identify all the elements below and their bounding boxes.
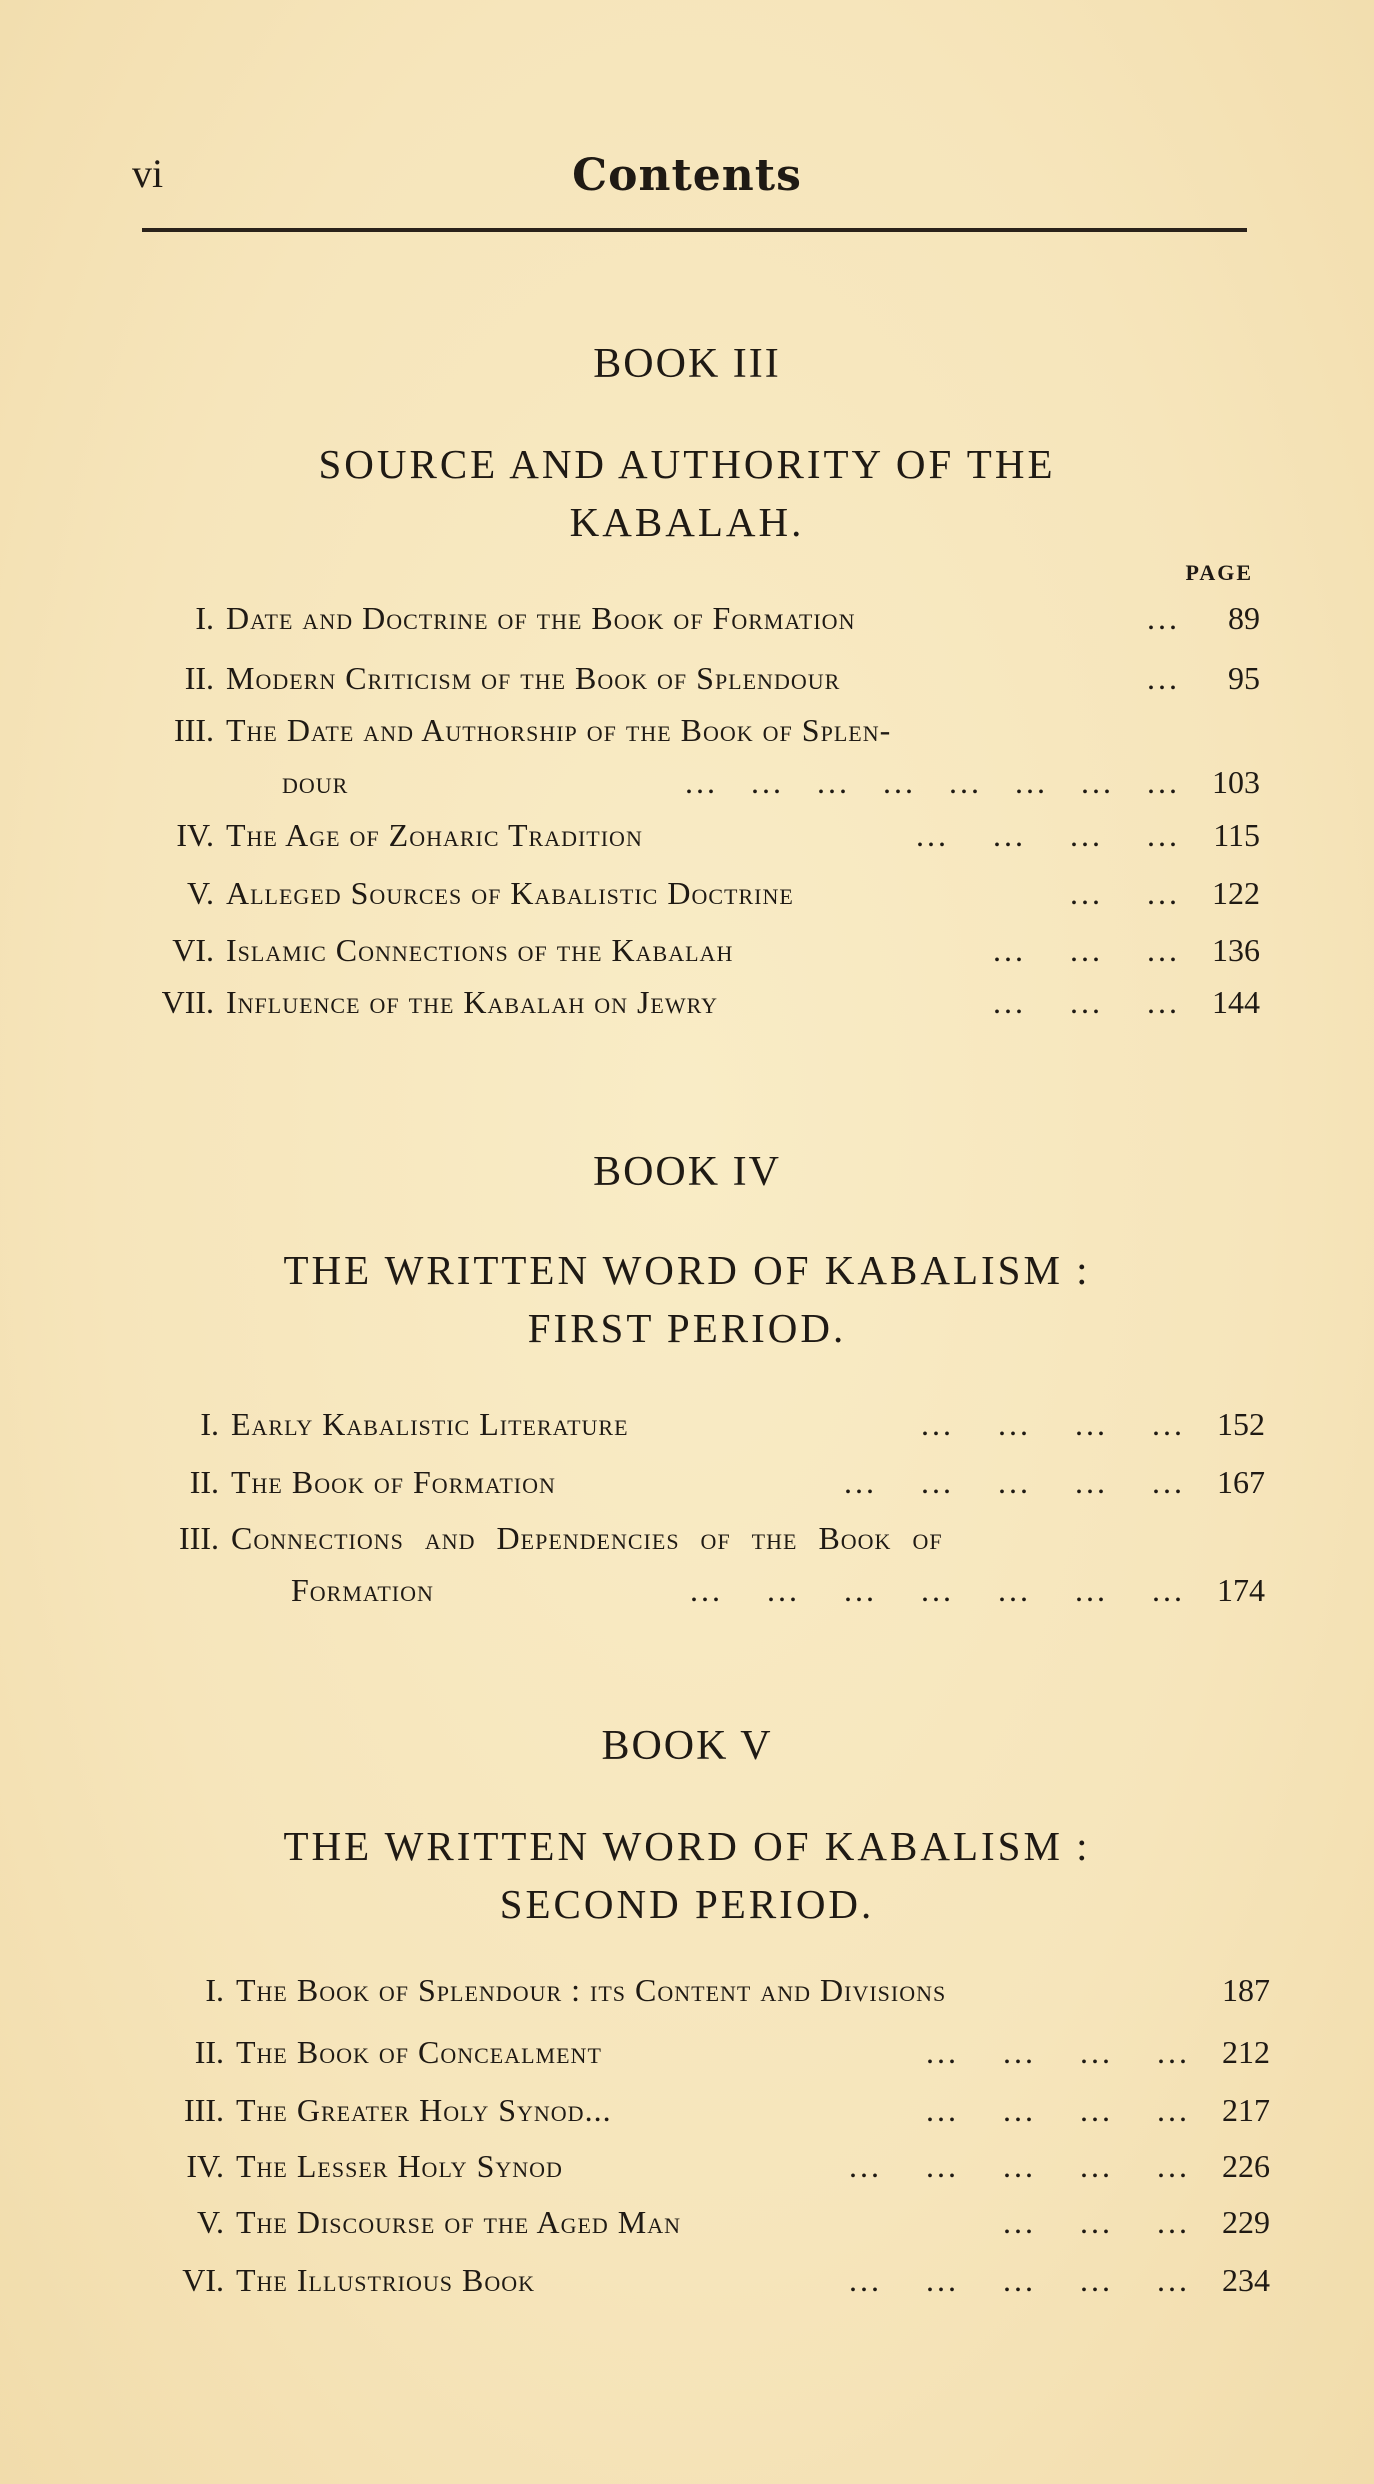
dot-leader: ... <box>1147 600 1180 636</box>
dot-leader: ... ... ... ... <box>916 817 1180 853</box>
chapter-page: 122 <box>1212 875 1260 911</box>
toc-entry[interactable] <box>150 2202 1270 2242</box>
running-title: Contents <box>572 150 802 201</box>
chapter-number: II. <box>194 2034 224 2070</box>
book-4-heading: BOOK IV <box>593 1149 781 1195</box>
chapter-title: The Discourse of the Aged Man <box>236 2204 682 2240</box>
chapter-title: The Illustrious Book <box>236 2262 535 2298</box>
toc-entry-continuation[interactable] <box>145 1570 1265 1610</box>
chapter-page: 115 <box>1213 817 1260 853</box>
chapter-title: The Age of Zoharic Tradition <box>226 817 643 853</box>
chapter-page: 187 <box>1222 1972 1270 2008</box>
chapter-number: V. <box>187 875 214 911</box>
chapter-page: 226 <box>1222 2148 1270 2184</box>
toc-entry[interactable] <box>140 815 1260 855</box>
dot-leader: ... ... ... ... ... <box>844 1464 1185 1500</box>
chapter-page: 167 <box>1217 1464 1265 1500</box>
chapter-title: The Book of Formation <box>231 1464 556 1500</box>
dot-leader: ... ... ... <box>993 984 1180 1020</box>
chapter-number: III. <box>184 2092 224 2128</box>
chapter-number: I. <box>205 1972 224 2008</box>
toc-entry[interactable] <box>150 2260 1270 2300</box>
toc-entry[interactable] <box>145 1462 1265 1502</box>
chapter-page: 152 <box>1217 1406 1265 1442</box>
dot-leader: ... ... <box>1070 875 1180 911</box>
chapter-page: 234 <box>1222 2262 1270 2298</box>
dot-leader: ... ... ... ... <box>921 1406 1185 1442</box>
chapter-page: 174 <box>1217 1572 1265 1608</box>
dot-leader: ... ... ... ... ... ... ... ... <box>685 764 1180 800</box>
chapter-title: The Date and Authorship of the Book of Splen- <box>226 712 892 748</box>
book-4-title-line-2: FIRST PERIOD. <box>527 1305 847 1351</box>
chapter-title-continuation: Formation <box>291 1572 434 1608</box>
toc-entry[interactable] <box>140 658 1260 698</box>
chapter-page: 95 <box>1228 660 1260 696</box>
chapter-page: 103 <box>1212 764 1260 800</box>
chapter-title: Early Kabalistic Literature <box>231 1406 629 1442</box>
toc-entry[interactable] <box>140 598 1260 638</box>
dot-leader: ... <box>1147 660 1180 696</box>
book-5-title-line-1: THE WRITTEN WORD OF KABALISM : <box>283 1823 1091 1869</box>
toc-entry[interactable] <box>150 2146 1270 2186</box>
chapter-number: I. <box>200 1406 219 1442</box>
header-rule <box>142 228 1247 232</box>
chapter-page: 136 <box>1212 932 1260 968</box>
page-column-label: PAGE <box>1185 560 1253 585</box>
book-5-heading: BOOK V <box>601 1723 773 1769</box>
chapter-title: Date and Doctrine of the Book of Formation <box>226 600 856 636</box>
chapter-number: VI. <box>182 2262 224 2298</box>
chapter-title: The Book of Concealment <box>236 2034 602 2070</box>
chapter-number: IV. <box>186 2148 224 2184</box>
chapter-number: I. <box>195 600 214 636</box>
toc-entry[interactable] <box>150 2090 1270 2130</box>
toc-entry[interactable] <box>145 1404 1265 1444</box>
chapter-number: VII. <box>161 984 214 1020</box>
page-number: vi <box>132 151 164 196</box>
book-3-title-line-2: KABALAH. <box>569 499 805 545</box>
chapter-number: V. <box>197 2204 224 2240</box>
book-5-title-line-2: SECOND PERIOD. <box>499 1881 875 1927</box>
toc-entry[interactable] <box>145 1518 1265 1558</box>
chapter-title: The Book of Splendour : its Content and Divisions <box>236 1972 947 2008</box>
chapter-title: Influence of the Kabalah on Jewry <box>226 984 718 1020</box>
chapter-title: Connections and Dependencies of the Book of <box>231 1520 943 1556</box>
toc-entry-continuation[interactable] <box>140 762 1260 802</box>
chapter-title: The Greater Holy Synod... <box>236 2092 612 2128</box>
chapter-title: The Lesser Holy Synod <box>236 2148 563 2184</box>
book-3-heading: BOOK III <box>593 341 781 387</box>
dot-leader: ... ... ... <box>1003 2204 1190 2240</box>
chapter-page: 144 <box>1212 984 1260 1020</box>
toc-entry[interactable] <box>140 873 1260 913</box>
toc-entry[interactable] <box>150 2032 1270 2072</box>
chapter-number: II. <box>189 1464 219 1500</box>
running-head <box>0 150 1374 200</box>
chapter-page: 217 <box>1222 2092 1270 2128</box>
dot-leader: ... ... ... ... ... <box>849 2262 1190 2298</box>
chapter-number: III. <box>179 1520 219 1556</box>
toc-entry[interactable] <box>150 1970 1270 2010</box>
dot-leader: ... ... ... ... ... <box>849 2148 1190 2184</box>
chapter-page: 89 <box>1228 600 1260 636</box>
chapter-number: VI. <box>172 932 214 968</box>
chapter-number: II. <box>184 660 214 696</box>
dot-leader: ... ... ... <box>993 932 1180 968</box>
chapter-number: IV. <box>176 817 214 853</box>
dot-leader: ... ... ... ... ... ... ... <box>690 1572 1185 1608</box>
toc-entry[interactable] <box>140 930 1260 970</box>
chapter-number: III. <box>174 712 214 748</box>
toc-entry[interactable] <box>140 982 1260 1022</box>
dot-leader: ... ... ... ... <box>926 2092 1190 2128</box>
chapter-title: Modern Criticism of the Book of Splendour <box>226 660 841 696</box>
chapter-title: Alleged Sources of Kabalistic Doctrine <box>226 875 794 911</box>
chapter-page: 229 <box>1222 2204 1270 2240</box>
book-4-title-line-1: THE WRITTEN WORD OF KABALISM : <box>283 1247 1091 1293</box>
chapter-page: 212 <box>1222 2034 1270 2070</box>
chapter-title: Islamic Connections of the Kabalah <box>226 932 734 968</box>
dot-leader: ... ... ... ... <box>926 2034 1190 2070</box>
book-3-title-line-1: SOURCE AND AUTHORITY OF THE <box>318 441 1056 487</box>
chapter-title-continuation: dour <box>282 764 349 800</box>
toc-entry[interactable] <box>140 710 1260 750</box>
